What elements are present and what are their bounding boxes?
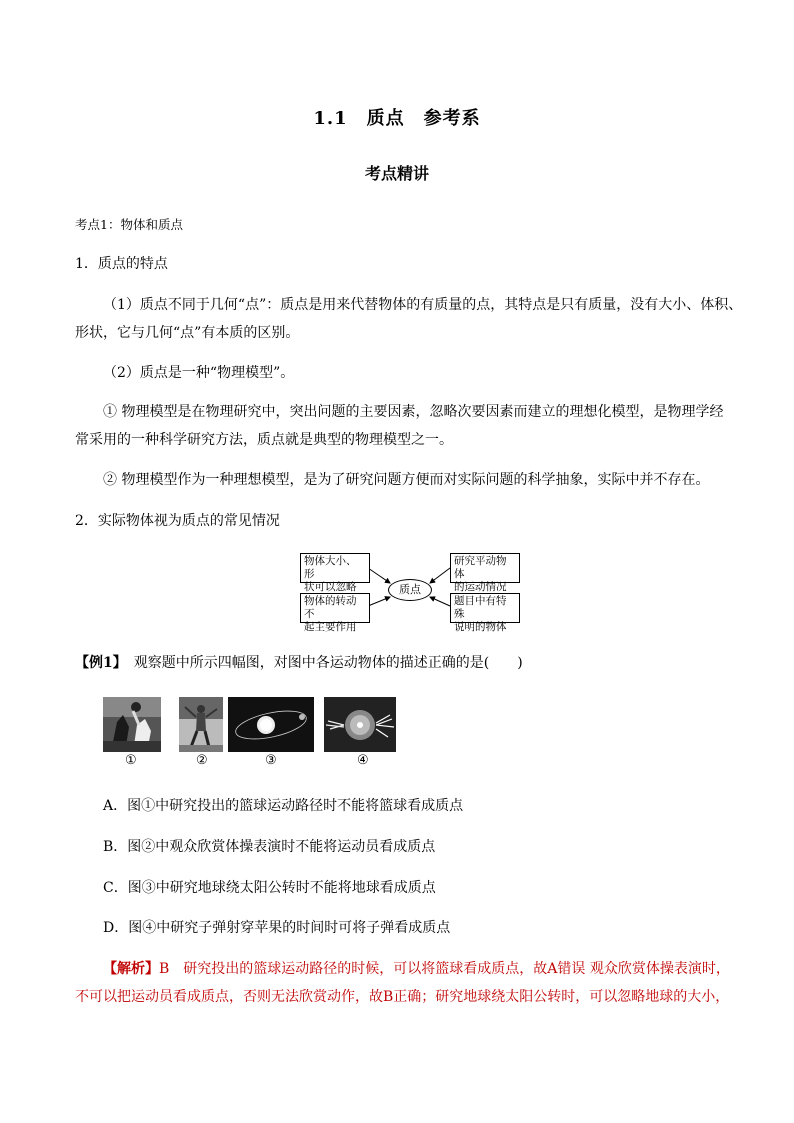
photo-label-3: ③ xyxy=(265,753,277,768)
option-a: A．图①中研究投出的篮球运动路径时不能将篮球看成质点 xyxy=(103,798,464,814)
option-d: D．图④中研究子弹射穿苹果的时间时可将子弹看成质点 xyxy=(103,920,451,936)
arrow-top-left xyxy=(368,568,390,583)
box-size-negligible: 物体大小、形 状可以忽略 xyxy=(300,553,370,583)
particle-concept-diagram xyxy=(298,551,522,633)
analysis-tag: 【解析】 xyxy=(103,961,159,977)
particle-center-node: 质点 xyxy=(388,579,432,601)
example-tag: 【例1】 xyxy=(75,655,120,671)
paragraph-3-line-2: 常采用的一种科学研究方法，质点就是典型的物理模型之一。 xyxy=(75,432,453,448)
analysis-line-1 xyxy=(103,958,730,978)
paragraph-1-line-2: 形状，它与几何“点”有本质的区别。 xyxy=(75,325,300,341)
paragraph-1-line-1: （1）质点不同于几何“点”：质点是用来代替物体的有质量的点，其特点是只有质量，没有大小、体积、 xyxy=(103,297,743,313)
photo-label-2: ② xyxy=(196,753,208,768)
arrow-bottom-left xyxy=(368,597,390,606)
photo-label-1: ① xyxy=(125,753,137,768)
section-subtitle: 考点精讲 xyxy=(364,164,429,183)
example-question-text: 观察题中所示四幅图，对图中各运动物体的描述正确的是( ) xyxy=(119,655,523,671)
earth-orbit-photo xyxy=(228,697,314,752)
box-translation: 研究平动物体 的运动情况 xyxy=(450,553,520,583)
arrow-top-right xyxy=(430,568,450,583)
page-title: 1.1 质点 参考系 xyxy=(313,108,481,129)
item-heading-2: 2．实际物体视为质点的常见情况 xyxy=(75,513,280,529)
bullet-apple-photo xyxy=(324,697,396,752)
topic-heading: 考点1：物体和质点 xyxy=(75,217,183,232)
box-special-statement: 题目中有特殊 说明的物体 xyxy=(450,593,520,623)
gymnastics-photo xyxy=(179,697,223,752)
option-c: C．图③中研究地球绕太阳公转时不能将地球看成质点 xyxy=(103,880,436,896)
paragraph-3-line-1: ① 物理模型是在物理研究中，突出问题的主要因素，忽略次要因素而建立的理想化模型，是物理学经 xyxy=(103,404,724,420)
basketball-photo xyxy=(103,697,161,752)
analysis-line-2: 不可以把运动员看成质点，否则无法欣赏动作，故B正确；研究地球绕太阳公转时，可以忽略地球的大小， xyxy=(75,989,730,1005)
paragraph-2: （2）质点是一种“物理模型”。 xyxy=(103,365,295,381)
analysis-text-1: B 研究投出的篮球运动路径的时候，可以将篮球看成质点，故A错误 观众欣赏体操表演时， xyxy=(159,961,730,977)
arrow-bottom-right xyxy=(430,597,450,606)
example-question xyxy=(75,652,523,672)
photo-label-4: ④ xyxy=(357,753,369,768)
box-rotation-negligible: 物体的转动不 起主要作用 xyxy=(300,593,370,623)
option-b: B．图②中观众欣赏体操表演时不能将运动员看成质点 xyxy=(103,839,436,855)
item-heading-1: 1．质点的特点 xyxy=(75,256,168,272)
paragraph-4: ② 物理模型作为一种理想模型，是为了研究问题方便而对实际问题的科学抽象，实际中并不存在。 xyxy=(103,472,710,488)
